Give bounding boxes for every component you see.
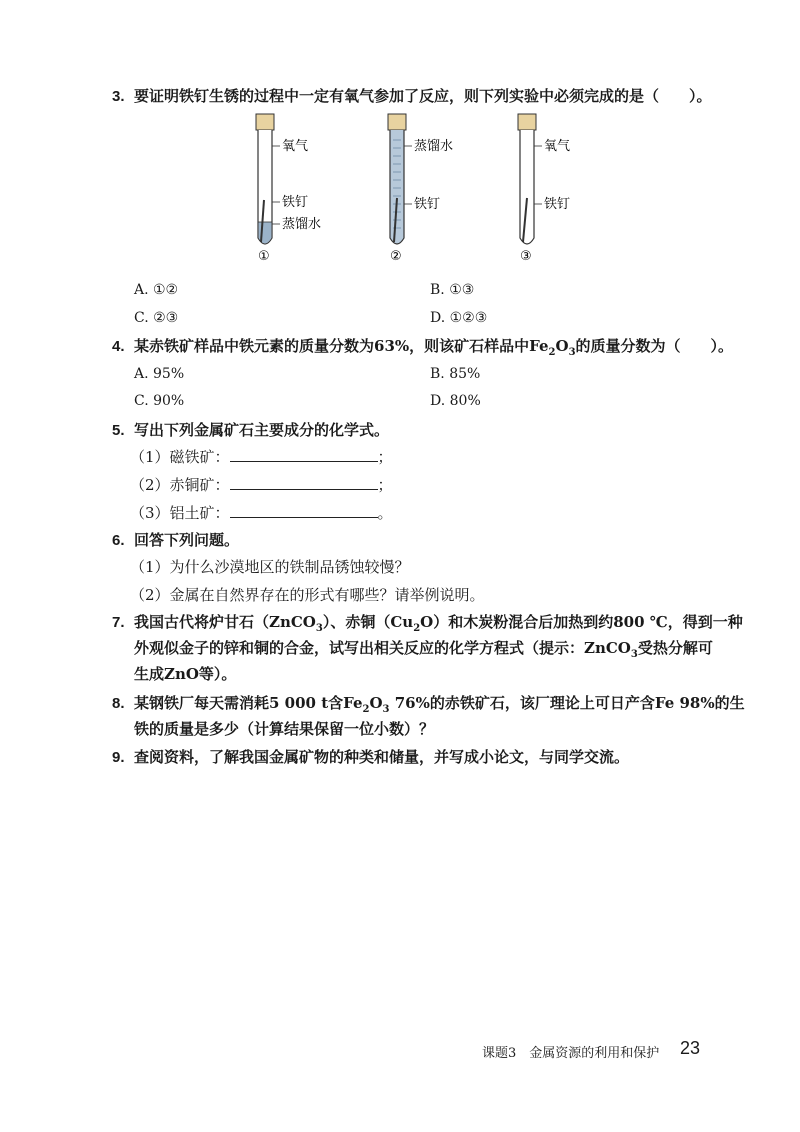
- q5-item-end: 。: [377, 504, 393, 522]
- q7-line-2: [134, 638, 713, 658]
- q4-option-a: A. 95%: [134, 366, 185, 382]
- q8-o: O: [369, 694, 383, 712]
- tube-2-label-water: 蒸馏水: [414, 139, 454, 154]
- tube-3-label-nail: 铁钉: [544, 197, 571, 212]
- q5-item-label: （2）赤铜矿：: [130, 476, 230, 494]
- q8-line-2: 铁的质量是多少（计算结果保留一位小数）？: [134, 720, 435, 738]
- q5-item-label: （3）铝土矿：: [130, 504, 230, 522]
- question-number: 8.: [112, 695, 125, 712]
- q7-line-1b: ）、赤铜（Cu: [322, 613, 414, 631]
- q4-option-d: D. 80%: [430, 393, 481, 409]
- q5-item-1: [130, 447, 393, 467]
- page-number: 23: [680, 1038, 701, 1058]
- q3-option-b: B. ①③: [430, 282, 475, 298]
- q8-sub: 2: [362, 704, 370, 715]
- q8-line-1b: 76%的赤铁矿石，该厂理论上可日产含Fe 98%的生: [389, 694, 745, 712]
- footer-section-title: 课题3 金属资源的利用和保护: [482, 1046, 660, 1061]
- question-5: [112, 420, 389, 441]
- q6-item-1: （1）为什么沙漠地区的铁制品锈蚀较慢？: [130, 558, 410, 576]
- q4-sub-2: 2: [548, 347, 556, 358]
- q7-sub: 3: [630, 649, 638, 660]
- q5-item-label: （1）磁铁矿：: [130, 448, 230, 466]
- q4-text-b: 的质量分数为（ ）。: [575, 337, 734, 355]
- q6-item-2: （2）金属在自然界存在的形式有哪些？请举例说明。: [130, 586, 485, 604]
- q4-option-c: C. 90%: [134, 393, 185, 409]
- question-text: 查阅资料，了解我国金属矿物的种类和储量，并写成小论文，与同学交流。: [134, 748, 630, 766]
- q5-answer-blank-1[interactable]: [230, 449, 378, 462]
- q4-text-a: 某赤铁矿样品中铁元素的质量分数为63%，则该矿石样品中Fe: [134, 337, 549, 355]
- q5-item-2: [130, 475, 393, 495]
- q7-line-2a: 外观似金子的锌和铜的合金，试写出相关反应的化学方程式（提示：ZnCO: [134, 639, 631, 657]
- tube-2-id: ②: [390, 249, 402, 264]
- q5-item-end: ；: [377, 476, 393, 494]
- question-text: 回答下列问题。: [134, 531, 240, 549]
- question-text: 要证明铁钉生锈的过程中一定有氧气参加了反应，则下列实验中必须完成的是（ ）。: [134, 87, 712, 105]
- q5-answer-blank-2[interactable]: [230, 477, 378, 490]
- tube-3-label-oxygen: 氧气: [544, 139, 571, 154]
- question-4: [112, 336, 733, 357]
- q7-sub: 3: [315, 623, 323, 634]
- q5-item-end: ；: [377, 448, 393, 466]
- question-text: 写出下列金属矿石主要成分的化学式。: [134, 421, 390, 439]
- tube-1-label-nail: 铁钉: [282, 195, 309, 210]
- question-number: 5.: [112, 422, 125, 439]
- question-7: [112, 612, 743, 633]
- test-tube-1: [256, 114, 321, 264]
- q7-line-1c: O）和木炭粉混合后加热到约800 ℃，得到一种: [420, 613, 743, 631]
- q3-option-a: A. ①②: [134, 282, 179, 298]
- test-tube-3: [518, 114, 570, 264]
- tube-3-id: ③: [520, 249, 532, 264]
- tube-1-id: ①: [258, 249, 270, 264]
- q7-sub: 2: [413, 623, 421, 634]
- question-9: [112, 747, 629, 768]
- q7-line-2b: 受热分解可: [637, 639, 713, 657]
- q8-line-1a: 某钢铁厂每天需消耗5 000 t含Fe: [134, 694, 363, 712]
- q7-line-1a: 我国古代将炉甘石（ZnCO: [134, 613, 316, 631]
- test-tube-diagram: [200, 112, 571, 272]
- question-number: 3.: [112, 88, 125, 105]
- tube-2-label-nail: 铁钉: [414, 197, 441, 212]
- q3-option-d: D. ①②③: [430, 310, 488, 326]
- tube-1-label-water: 蒸馏水: [282, 217, 322, 232]
- question-number: 4.: [112, 338, 125, 355]
- tube-1-label-oxygen: 氧气: [282, 139, 309, 154]
- q7-line-3: 生成ZnO等）。: [134, 665, 237, 683]
- q8-sub: 3: [382, 704, 390, 715]
- q4-sub-3: 3: [568, 347, 576, 358]
- question-8: [112, 693, 745, 714]
- question-3: [112, 86, 712, 107]
- test-tube-2: [388, 114, 453, 264]
- q4-o: O: [555, 337, 569, 355]
- question-number: 9.: [112, 749, 125, 766]
- question-6: [112, 530, 239, 551]
- q5-answer-blank-3[interactable]: [230, 505, 378, 518]
- q4-option-b: B. 85%: [430, 366, 481, 382]
- question-number: 6.: [112, 532, 125, 549]
- q3-option-c: C. ②③: [134, 310, 179, 326]
- question-number: 7.: [112, 614, 125, 631]
- q5-item-3: [130, 503, 393, 523]
